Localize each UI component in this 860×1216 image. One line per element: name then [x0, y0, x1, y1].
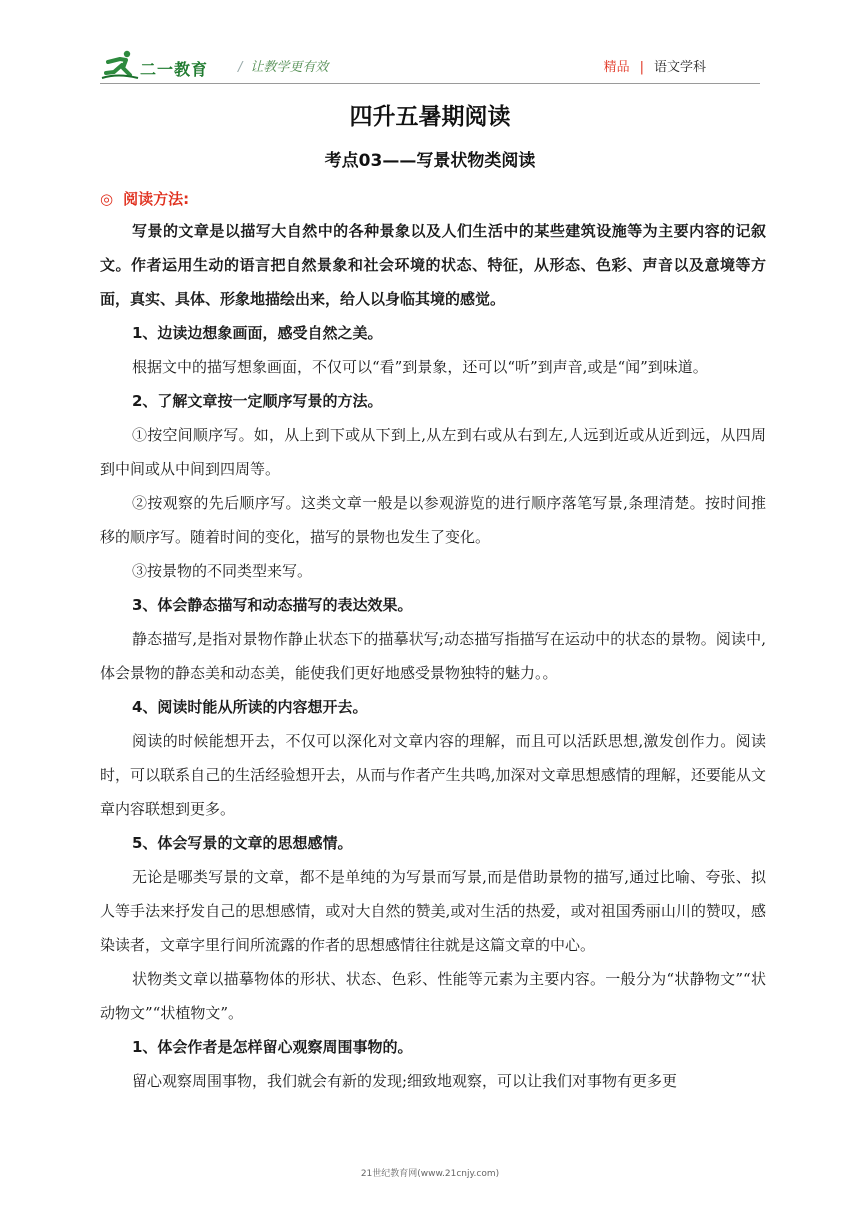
- method-label: 阅读方法:: [123, 190, 190, 208]
- body-paragraph: 状物类文章以描摹物体的形状、状态、色彩、性能等元素为主要内容。一般分为“状静物文”“状动物文”“状植物文”。: [100, 970, 766, 1022]
- intro-paragraph: 写景的文章是以描写大自然中的各种景象以及人们生活中的某些建筑设施等为主要内容的记叙文。作者运用生动的语言把自然景象和社会环境的状态、特征，从形态、色彩、声音以及意境等方面，真实、具体、形象地描绘出来，给人以身临其境的感觉。: [100, 222, 766, 308]
- body-paragraph: 无论是哪类写景的文章，都不是单纯的为写景而写景,而是借助景物的描写,通过比喻、夸张、拟人等手法来抒发自己的思想感情，或对大自然的赞美,或对生活的热爱，或对祖国秀丽山川的赞叹，感染读者，文章字里行间所流露的作者的思想感情往往就是这篇文章的中心。: [100, 868, 766, 954]
- section-heading: 5、体会写景的文章的思想感情。: [132, 834, 353, 852]
- page-header: [100, 48, 760, 82]
- section-heading: 1、体会作者是怎样留心观察周围事物的。: [132, 1038, 413, 1056]
- body-paragraph: 静态描写,是指对景物作静止状态下的描摹状写;动态描写指描写在运动中的状态的景物。阅读中,体会景物的静态美和动态美，能使我们更好地感受景物独特的魅力。。: [100, 630, 766, 682]
- page-subtitle: 考点03——写景状物类阅读: [324, 151, 536, 171]
- body-paragraph: ②按观察的先后顺序写。这类文章一般是以参观游览的进行顺序落笔写景,条理清楚。按时间推移的顺序写。随着时间的变化，描写的景物也发生了变化。: [100, 494, 766, 546]
- slogan-separator: /: [238, 60, 243, 75]
- section-heading: 4、阅读时能从所读的内容想开去。: [132, 698, 368, 716]
- page-footer: 21世纪教育网(www.21cnjy.com): [360, 1169, 500, 1179]
- quality-label: 精品: [603, 60, 630, 75]
- subject-label: 语文学科: [653, 60, 706, 75]
- body-paragraph: 留心观察周围事物，我们就会有新的发现;细致地观察，可以让我们对事物有更多更: [132, 1072, 678, 1090]
- slogan: [238, 56, 328, 75]
- subject-badge: [604, 56, 706, 75]
- brand-name: 二一教育: [140, 60, 209, 79]
- method-heading: [100, 188, 189, 209]
- body-paragraph: 根据文中的描写想象画面，不仅可以“看”到景象，还可以“听”到声音,或是“闻”到味道。: [132, 358, 708, 376]
- section-heading: 2、了解文章按一定顺序写景的方法。: [132, 392, 383, 410]
- header-rule: [100, 83, 760, 84]
- body-paragraph: 阅读的时候能想开去，不仅可以深化对文章内容的理解，而且可以活跃思想,激发创作力。阅读时，可以联系自己的生活经验想开去，从而与作者产生共鸣,加深对文章思想感情的理解，还要能从文章内容联想到更多。: [100, 732, 766, 818]
- runner-icon: [100, 48, 140, 82]
- article-body: [100, 214, 766, 1098]
- body-paragraph: ①按空间顺序写。如，从上到下或从下到上,从左到右或从右到左,人远到近或从近到远，从四周到中间或从中间到四周等。: [100, 426, 766, 478]
- body-paragraph: ③按景物的不同类型来写。: [132, 562, 313, 580]
- brand-logo: [100, 48, 220, 82]
- badge-divider: |: [639, 60, 644, 75]
- section-heading: 1、边读边想象画面，感受自然之美。: [132, 324, 383, 342]
- slogan-text: 让教学更有效: [250, 60, 329, 75]
- bullet-circle-icon: ◎: [100, 190, 114, 208]
- section-heading: 3、体会静态描写和动态描写的表达效果。: [132, 596, 413, 614]
- page-title: 四升五暑期阅读: [349, 104, 511, 130]
